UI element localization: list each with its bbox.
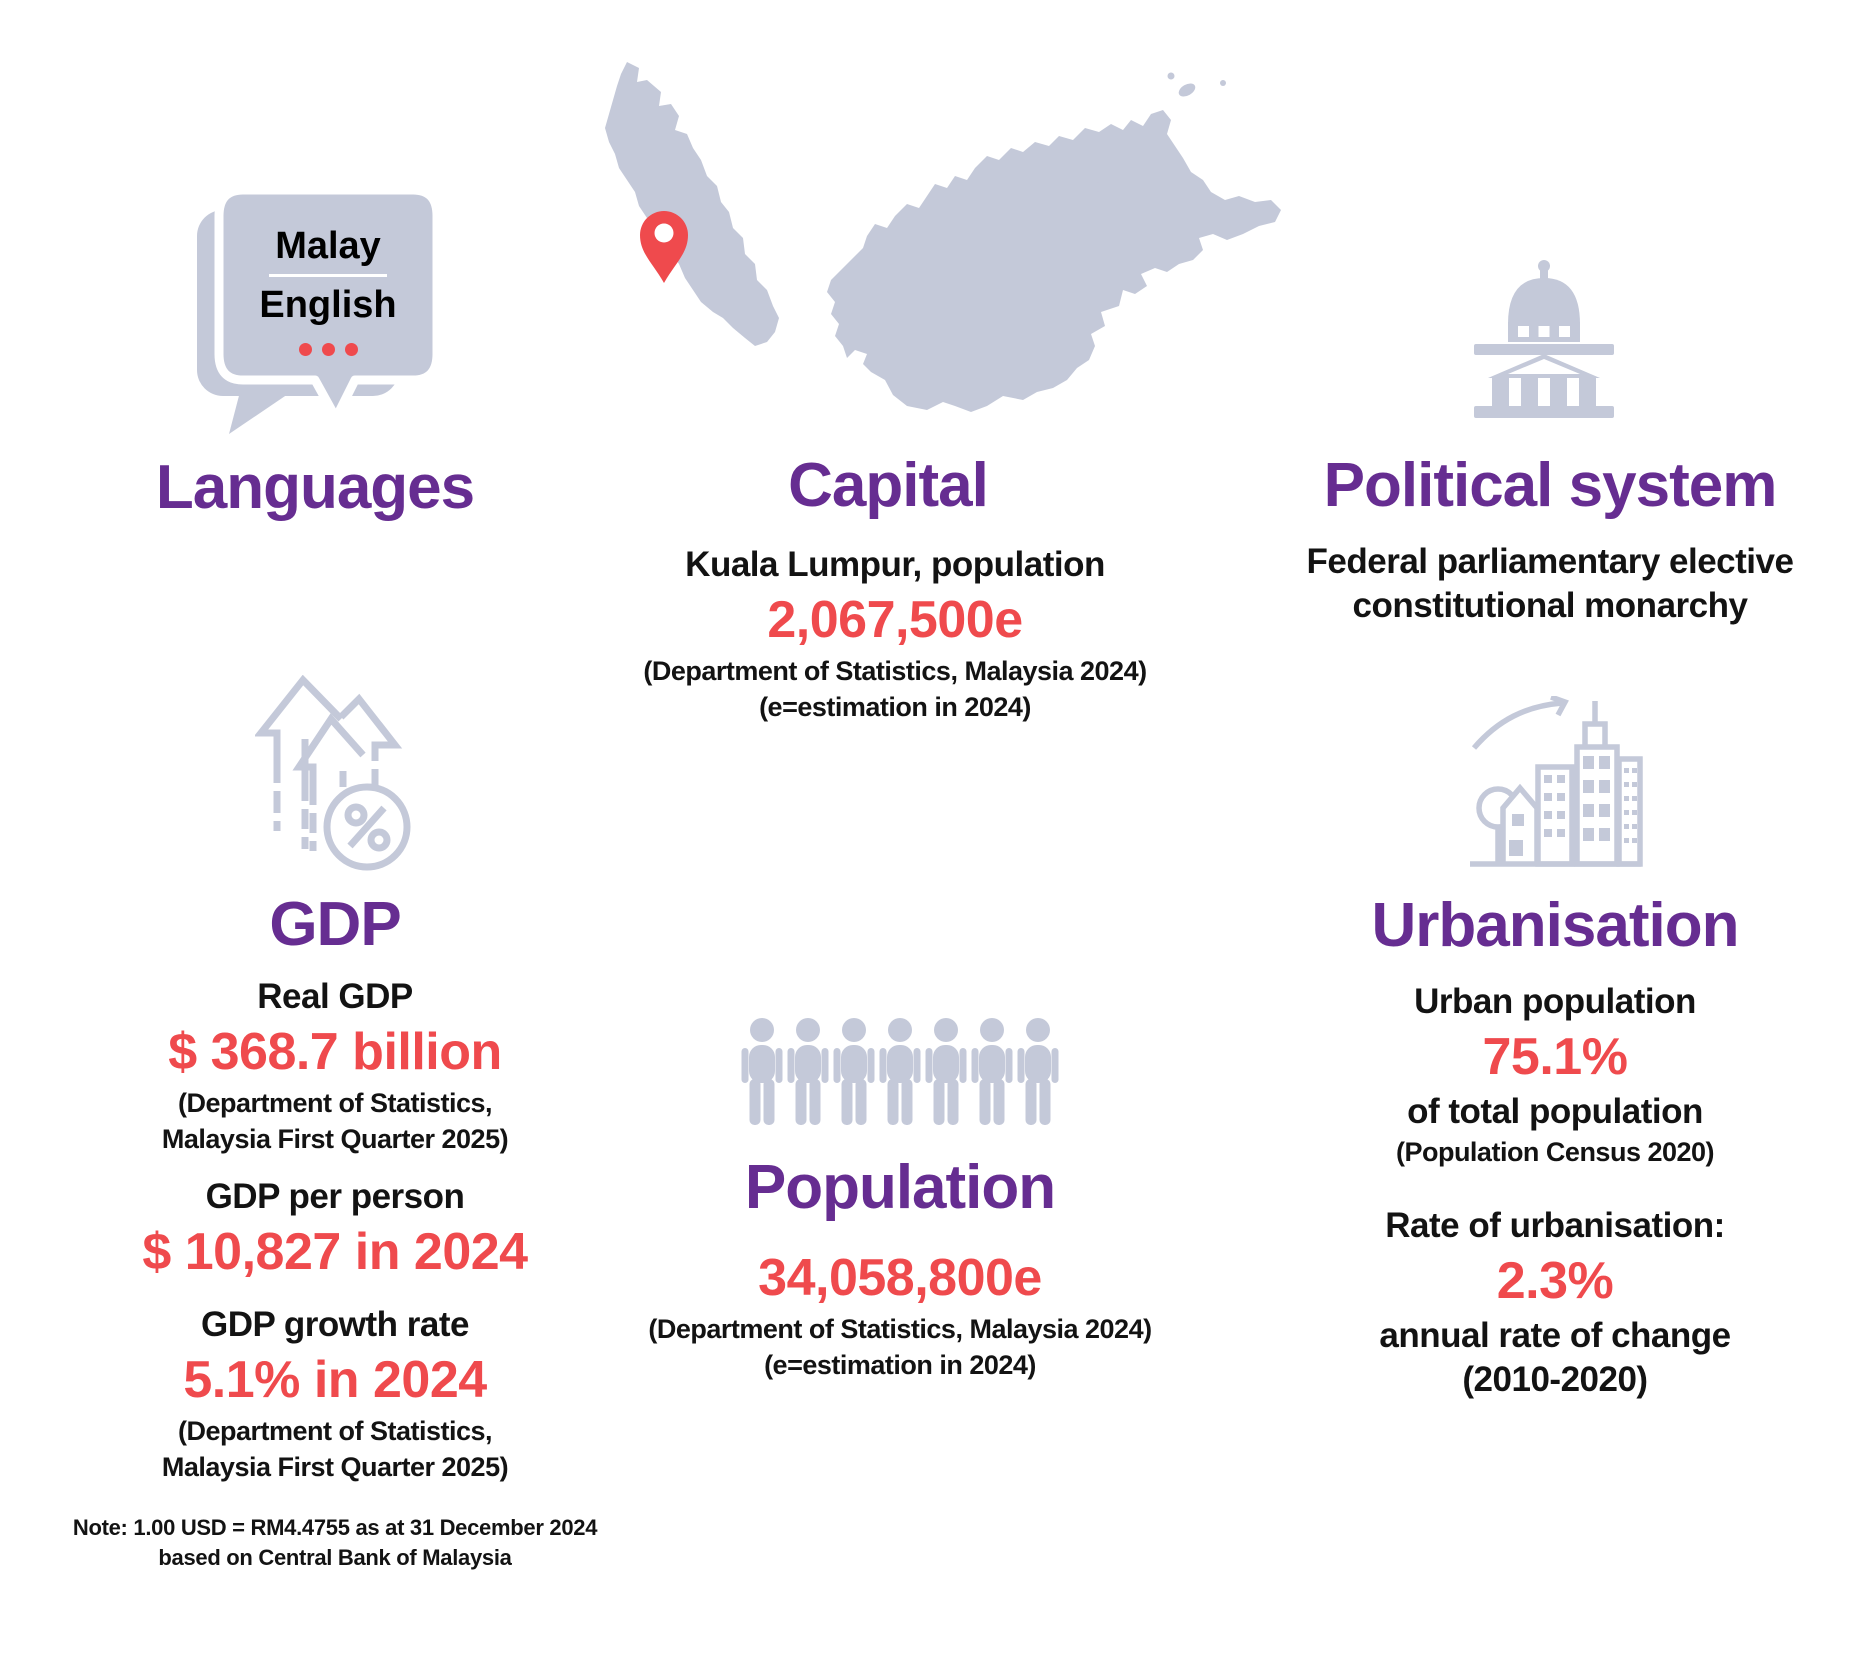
gdp-title: GDP [269,890,401,959]
capital-subtitle: Kuala Lumpur, population [685,545,1105,584]
person-icon [879,1018,921,1125]
map-island [1176,81,1197,100]
map-borneo [827,110,1281,412]
urban-population-value: 75.1% [1482,1028,1628,1086]
cityscape-icon [1468,696,1643,871]
person-icon [925,1018,967,1125]
speech-bubble-content [219,196,437,382]
real-gdp-value: $ 368.7 billion [168,1023,502,1081]
language-malay: Malay [275,225,381,267]
dot-icon [299,343,312,356]
dot-icon [345,343,358,356]
capital-population-value: 2,067,500e [767,591,1023,649]
real-gdp-label: Real GDP [257,977,413,1016]
map-peninsular-malaysia [605,62,779,346]
gdp-per-person-label: GDP per person [205,1177,465,1216]
population-people-icons [650,1018,1150,1125]
political-line1: Federal parliamentary elective [1306,542,1794,581]
urban-population-sublabel: of total population [1407,1092,1703,1131]
population-value: 34,058,800e [758,1249,1042,1307]
map-island [1220,80,1226,86]
population-source: (Department of Statistics, Malaysia 2024) [648,1314,1152,1344]
gdp-growth-source-line1: (Department of Statistics, [177,1416,493,1446]
capital-source: (Department of Statistics, Malaysia 2024) [643,656,1147,686]
urban-population-source: (Population Census 2020) [1395,1137,1715,1167]
population-title: Population [744,1153,1056,1222]
map-island [1094,183,1103,192]
urbanisation-rate-period: (2010-2020) [1462,1360,1648,1399]
dot-icon [322,343,335,356]
real-gdp-source-line2: Malaysia First Quarter 2025) [161,1124,509,1154]
political-line2: constitutional monarchy [1352,586,1748,625]
exchange-rate-note-line1: Note: 1.00 USD = RM4.4755 as at 31 December 2024 [72,1515,598,1540]
exchange-rate-note-line2: based on Central Bank of Malaysia [158,1545,512,1570]
urbanisation-rate-sublabel: annual rate of change [1379,1316,1731,1355]
capital-estimation-note: (e=estimation in 2024) [759,692,1031,722]
population-estimation-note: (e=estimation in 2024) [764,1350,1036,1380]
government-building-icon [1474,258,1614,418]
person-icon [971,1018,1013,1125]
political-system-description [1245,540,1855,628]
urbanisation-rate-value: 2.3% [1496,1252,1614,1310]
gdp-growth-value: 5.1% in 2024 [183,1351,487,1409]
person-icon [833,1018,875,1125]
gdp-per-person-value: $ 10,827 in 2024 [142,1223,528,1281]
urbanisation-section [1305,980,1805,1402]
urban-population-label: Urban population [1414,982,1696,1021]
urbanisation-rate-label: Rate of urbanisation: [1385,1206,1725,1245]
location-pin-icon [640,211,688,283]
political-system-title: Political system [1323,451,1777,520]
map-island [1168,73,1175,80]
urbanisation-title: Urbanisation [1371,891,1739,960]
gdp-growth-icon [255,675,415,875]
malaysia-map [575,50,1295,430]
person-icon [787,1018,829,1125]
gdp-section [35,975,635,1573]
capital-section [555,543,1235,725]
gdp-growth-label: GDP growth rate [200,1305,469,1344]
ellipsis-dots-icon [219,343,437,356]
capital-title: Capital [788,451,988,520]
bubble-divider [269,274,387,277]
language-english: English [259,284,397,326]
population-section [560,1245,1240,1383]
real-gdp-source-line1: (Department of Statistics, [177,1088,493,1118]
person-icon [741,1018,783,1125]
person-icon [1017,1018,1059,1125]
languages-title: Languages [155,453,475,522]
gdp-growth-source-line2: Malaysia First Quarter 2025) [161,1452,509,1482]
